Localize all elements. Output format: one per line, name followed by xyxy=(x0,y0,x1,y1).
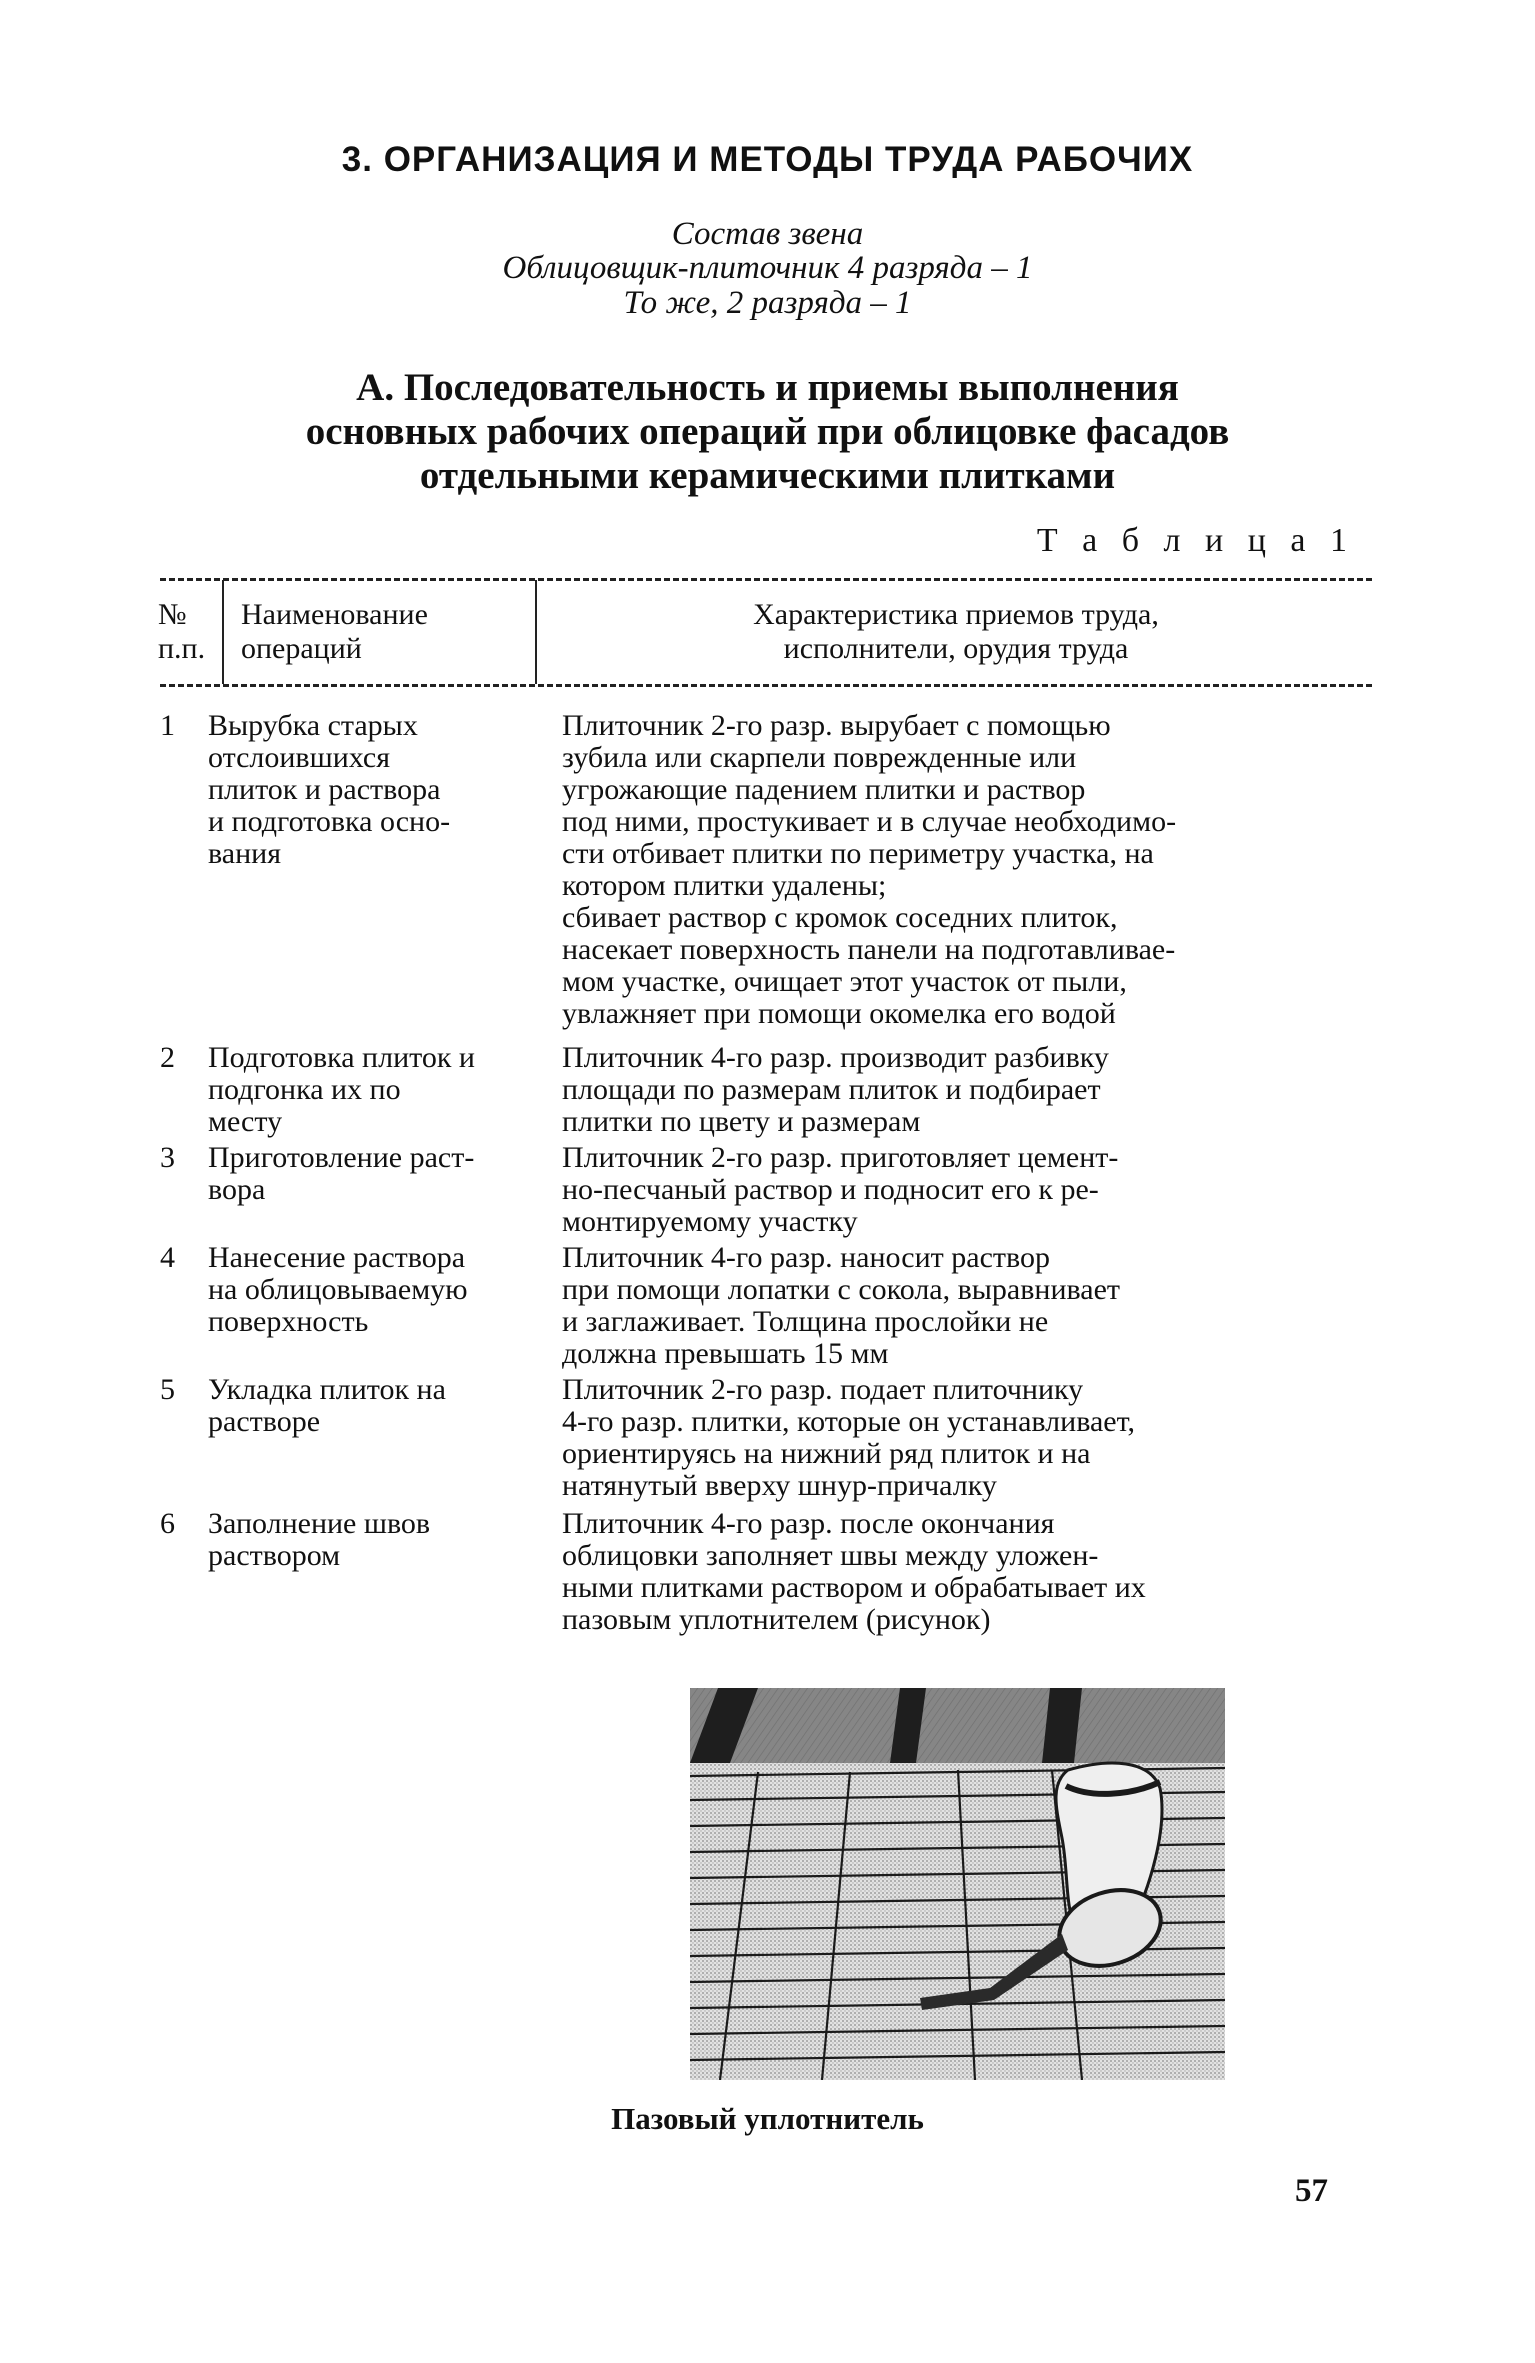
crew-title: Состав звена xyxy=(671,216,864,252)
row-characteristics-line: Плиточник 4-го разр. после окончания xyxy=(562,1507,1055,1540)
row-number: 3 xyxy=(160,1141,175,1174)
row-characteristics xyxy=(562,1374,1377,1502)
table-heading xyxy=(0,366,1535,498)
row-characteristics-line: площади по размерам плиток и подбирает xyxy=(562,1073,1101,1106)
row-characteristics xyxy=(562,1142,1377,1238)
row-characteristics-line: натянутый вверху шнур-причалку xyxy=(562,1469,997,1502)
table-label: Т а б л и ц а 1 xyxy=(1036,522,1355,559)
row-characteristics-line: зубила или скарпели поврежденные или xyxy=(562,741,1077,774)
row-characteristics-line: облицовки заполняет швы между уложен- xyxy=(562,1539,1099,1572)
column-divider xyxy=(222,580,224,684)
crew-line: То же, 2 разряда – 1 xyxy=(623,285,912,321)
row-operation-line: растворе xyxy=(208,1405,321,1438)
row-characteristics-line: плитки по цвету и размерам xyxy=(562,1105,921,1138)
row-characteristics-line: котором плитки удалены; xyxy=(562,869,887,902)
row-operation xyxy=(208,1374,548,1438)
row-operation-line: месту xyxy=(208,1105,283,1138)
table-heading-line: отдельными керамическими плитками xyxy=(419,454,1116,497)
row-operation-line: Вырубка старых xyxy=(208,709,418,742)
row-operation-line: Подготовка плиток и xyxy=(208,1041,475,1074)
row-characteristics-line: сти отбивает плитки по периметру участка, на xyxy=(562,837,1154,870)
row-characteristics-line: Плиточник 2-го разр. приготовляет цемент- xyxy=(562,1141,1119,1174)
page-number: 57 xyxy=(1295,2173,1328,2209)
row-operation-line: раствором xyxy=(208,1539,341,1572)
figure-caption: Пазовый уплотнитель xyxy=(611,2101,924,2136)
crew-line: Облицовщик-плиточник 4 разряда – 1 xyxy=(502,250,1033,286)
row-operation-line: вора xyxy=(208,1173,266,1206)
row-operation-line: и подготовка осно- xyxy=(208,805,451,838)
row-characteristics-line: Плиточник 2-го разр. подает плиточнику xyxy=(562,1373,1084,1406)
row-characteristics-line: сбивает раствор с кромок соседних плиток, xyxy=(562,901,1118,934)
header-num-line: п.п. xyxy=(158,632,206,665)
row-operation xyxy=(208,1142,548,1206)
header-operation-line: Наименование xyxy=(241,598,428,631)
row-characteristics-line: Плиточник 4-го разр. производит разбивку xyxy=(562,1041,1109,1074)
header-num xyxy=(158,598,218,666)
header-operation-line: операций xyxy=(241,632,362,665)
row-characteristics-line: при помощи лопатки с сокола, выравнивает xyxy=(562,1273,1121,1306)
column-divider xyxy=(535,580,537,684)
row-operation xyxy=(208,1042,548,1138)
row-characteristics-line: Плиточник 4-го разр. наносит раствор xyxy=(562,1241,1050,1274)
row-characteristics-line: должна превышать 15 мм xyxy=(562,1337,889,1370)
row-operation xyxy=(208,1508,548,1572)
header-operation xyxy=(241,598,531,666)
table-top-rule xyxy=(160,578,1372,581)
table-header-rule xyxy=(160,684,1372,687)
row-operation xyxy=(208,710,548,870)
row-characteristics-line: пазовым уплотнителем (рисунок) xyxy=(562,1603,991,1636)
header-characteristics-line: Характеристика приемов труда, xyxy=(753,598,1159,631)
row-operation-line: подгонка их по xyxy=(208,1073,401,1106)
row-operation-line: Нанесение раствора xyxy=(208,1241,466,1274)
row-characteristics-line: ными плитками раствором и обрабатывает их xyxy=(562,1571,1146,1604)
row-operation-line: плиток и раствора xyxy=(208,773,441,806)
row-operation-line: отслоившихся xyxy=(208,741,390,774)
row-number: 5 xyxy=(160,1373,175,1406)
row-characteristics-line: монтируемому участку xyxy=(562,1205,858,1238)
row-operation-line: Приготовление раст- xyxy=(208,1141,475,1174)
row-number: 1 xyxy=(160,709,175,742)
row-characteristics-line: насекает поверхность панели на подготавливае- xyxy=(562,933,1176,966)
row-characteristics-line: под ними, простукивает и в случае необходимо- xyxy=(562,805,1177,838)
row-characteristics-line: мом участке, очищает этот участок от пыли, xyxy=(562,965,1127,998)
row-operation-line: вания xyxy=(208,837,281,870)
row-characteristics xyxy=(562,1042,1377,1138)
figure-joint-tool-illustration xyxy=(690,1688,1225,2080)
joint-tool-drawing xyxy=(690,1688,1225,2080)
row-characteristics-line: 4-го разр. плитки, которые он устанавливает, xyxy=(562,1405,1135,1438)
table-heading-line: основных рабочих операций при облицовке фасадов xyxy=(305,410,1230,453)
row-characteristics xyxy=(562,1242,1377,1370)
section-title: 3. ОРГАНИЗАЦИЯ И МЕТОДЫ ТРУДА РАБОЧИХ xyxy=(341,140,1194,179)
row-operation-line: Укладка плиток на xyxy=(208,1373,446,1406)
header-characteristics xyxy=(540,598,1372,666)
header-num-line: № xyxy=(158,598,187,631)
row-characteristics-line: ориентируясь на нижний ряд плиток и на xyxy=(562,1437,1091,1470)
row-number: 2 xyxy=(160,1041,175,1074)
row-characteristics-line: увлажняет при помощи окомелка его водой xyxy=(562,997,1116,1030)
row-characteristics-line: Плиточник 2-го разр. вырубает с помощью xyxy=(562,709,1111,742)
row-number: 6 xyxy=(160,1507,175,1540)
row-characteristics-line: но-песчаный раствор и подносит его к ре- xyxy=(562,1173,1099,1206)
row-number: 4 xyxy=(160,1241,175,1274)
row-characteristics xyxy=(562,1508,1377,1636)
header-characteristics-line: исполнители, орудия труда xyxy=(783,632,1129,665)
row-characteristics-line: угрожающие падением плитки и раствор xyxy=(562,773,1086,806)
row-operation xyxy=(208,1242,548,1338)
row-operation-line: на облицовываемую xyxy=(208,1273,468,1306)
row-operation-line: поверхность xyxy=(208,1305,369,1338)
row-characteristics-line: и заглаживает. Толщина прослойки не xyxy=(562,1305,1049,1338)
row-characteristics xyxy=(562,710,1377,1030)
row-operation-line: Заполнение швов xyxy=(208,1507,431,1540)
table-heading-line: А. Последовательность и приемы выполнения xyxy=(356,366,1179,409)
